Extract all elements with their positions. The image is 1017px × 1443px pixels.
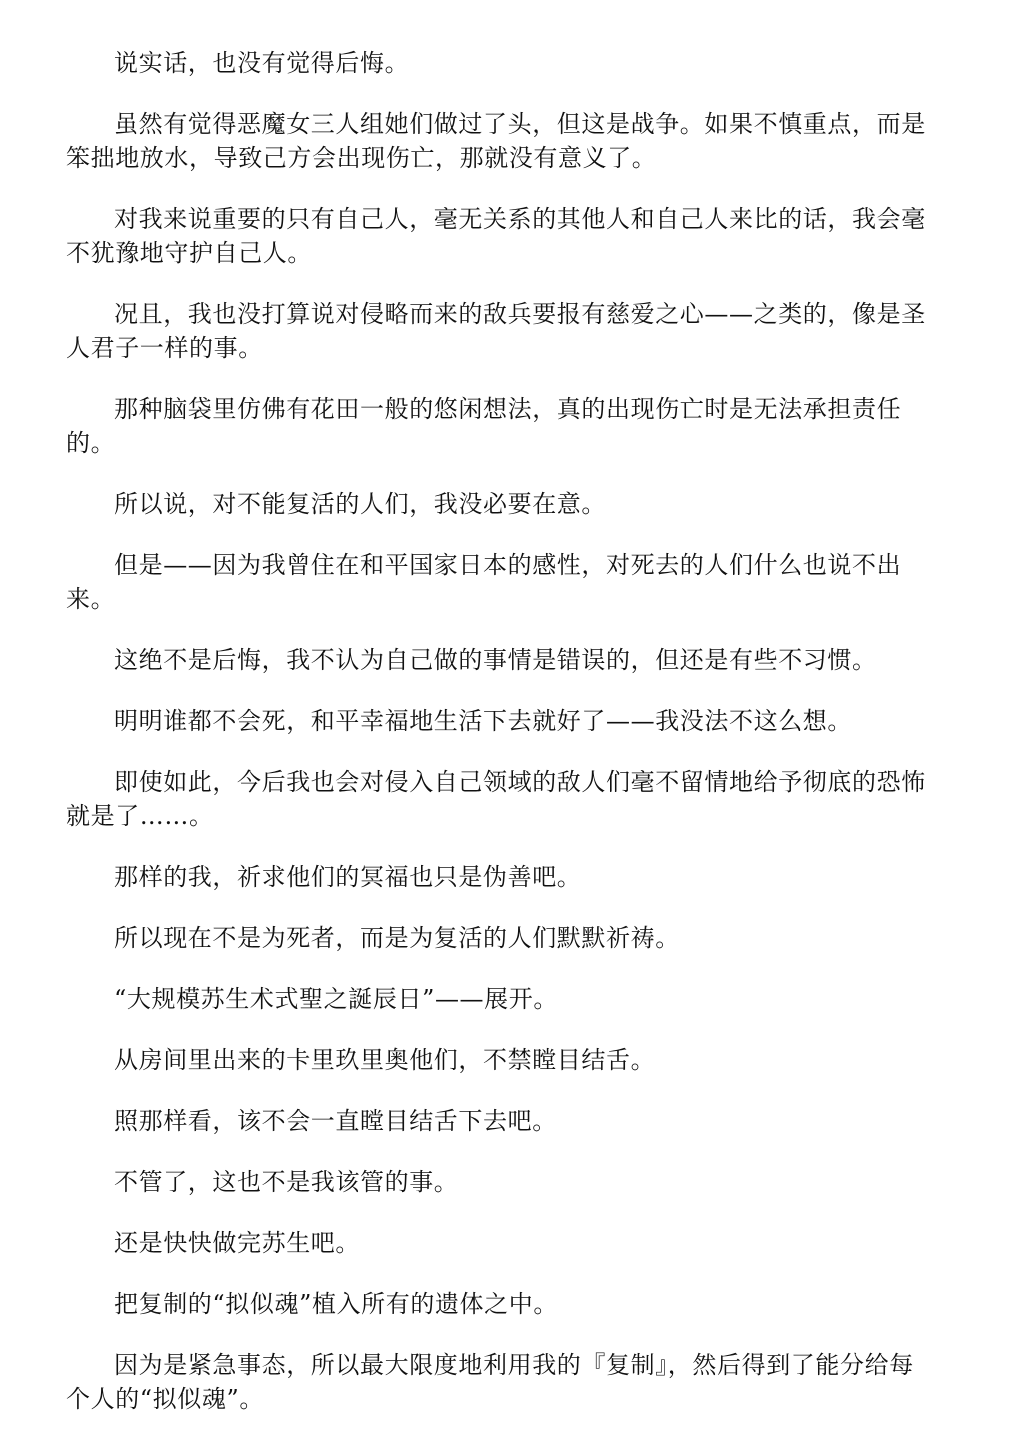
paragraph: 不管了，这也不是我该管的事。 bbox=[114, 1168, 459, 1196]
body-text bbox=[66, 46, 936, 1443]
paragraph: 那样的我，祈求他们的冥福也只是伪善吧。 bbox=[114, 863, 582, 891]
paragraph: 把复制的“拟似魂”植入所有的遗体之中。 bbox=[114, 1290, 558, 1318]
paragraph: 从房间里出来的卡里玖里奥他们，不禁瞠目结舌。 bbox=[114, 1046, 656, 1074]
paragraph: “大规模苏生术式聖之誕辰日”——展开。 bbox=[114, 985, 558, 1013]
paragraph: 但是——因为我曾住在和平国家日本的感性，对死去的人们什么也说不出来。 bbox=[66, 551, 902, 613]
paragraph: 还是快快做完苏生吧。 bbox=[114, 1229, 360, 1257]
paragraph: 明明谁都不会死，和平幸福地生活下去就好了——我没法不这么想。 bbox=[114, 707, 852, 735]
paragraph: 这绝不是后悔，我不认为自己做的事情是错误的，但还是有些不习惯。 bbox=[114, 646, 877, 674]
paragraph: 即使如此，今后我也会对侵入自己领域的敌人们毫不留情地给予彻底的恐怖就是了……。 bbox=[66, 768, 926, 830]
paragraph: 说实话，也没有觉得后悔。 bbox=[114, 49, 410, 77]
paragraph: 那种脑袋里仿佛有花田一般的悠闲想法，真的出现伤亡时是无法承担责任的。 bbox=[66, 395, 902, 457]
paragraph: 因为是紧急事态，所以最大限度地利用我的『复制』，然后得到了能分给每个人的“拟似魂”。 bbox=[66, 1351, 914, 1413]
paragraph: 所以说，对不能复活的人们，我没必要在意。 bbox=[114, 490, 606, 518]
paragraph: 照那样看，该不会一直瞠目结舌下去吧。 bbox=[114, 1107, 557, 1135]
paragraph: 对我来说重要的只有自己人，毫无关系的其他人和自己人来比的话，我会毫不犹豫地守护自己人。 bbox=[66, 205, 926, 267]
paragraph: 所以现在不是为死者，而是为复活的人们默默祈祷。 bbox=[114, 924, 680, 952]
paragraph: 虽然有觉得恶魔女三人组她们做过了头，但这是战争。如果不慎重点，而是笨拙地放水，导致己方会出现伤亡，那就没有意义了。 bbox=[66, 110, 926, 172]
paragraph: 况且，我也没打算说对侵略而来的敌兵要报有慈爱之心——之类的，像是圣人君子一样的事。 bbox=[66, 300, 926, 362]
